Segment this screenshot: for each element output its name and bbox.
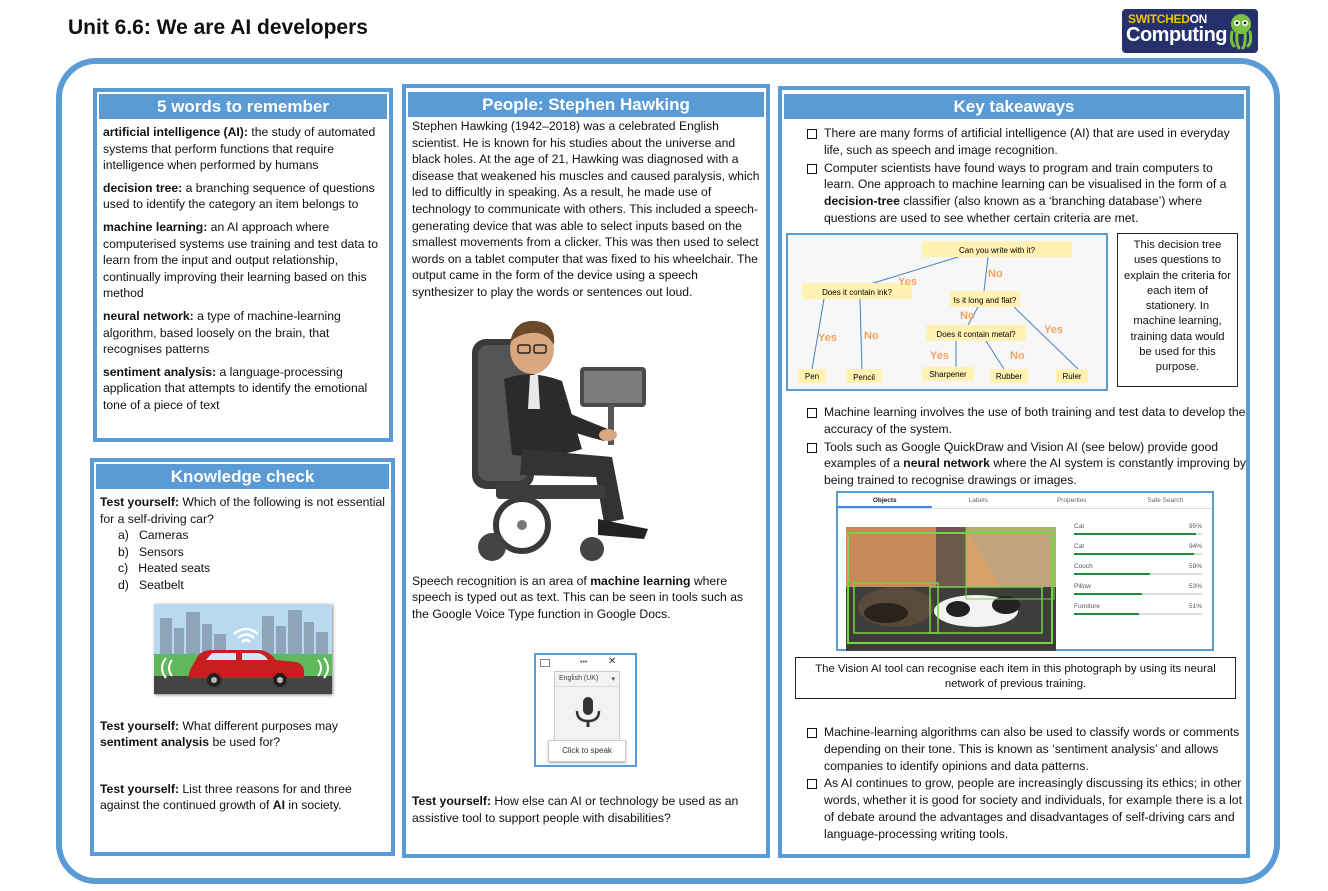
- chevron-down-icon: ▾: [611, 676, 615, 683]
- word-definition: a branching sequence of questions used to identify the category an item belongs to: [103, 180, 375, 212]
- decision-tree-caption: This decision tree uses questions to explain the criteria for each item of stationery. In machine learning, training data would be used for this purpose.: [1117, 233, 1238, 387]
- takeaways-list-1: [782, 119, 1246, 227]
- question-2: [100, 718, 385, 751]
- takeaway-keyword: neural network: [903, 456, 990, 471]
- leaf-sharpener: Sharpener: [929, 370, 967, 379]
- vision-result-score: 53%: [1188, 583, 1202, 590]
- words-heading: 5 words to remember: [99, 94, 387, 119]
- cats-on-couch-photo: [846, 527, 1056, 651]
- branch-no: No: [864, 330, 879, 342]
- answer-option: c) Heated seats: [118, 561, 211, 576]
- word-item: [103, 219, 383, 302]
- tab-properties[interactable]: Properties: [1056, 497, 1087, 504]
- takeaway-text: Tools such as Google QuickDraw and Vision AI (see below) provide good examples of a: [824, 439, 1219, 471]
- takeaway-item: [802, 439, 1248, 489]
- branch-yes: Yes: [930, 350, 949, 362]
- logo-text-on: ON: [1189, 12, 1208, 26]
- question-1: [100, 494, 385, 527]
- decision-tree-diagram: [786, 233, 1108, 391]
- language-select[interactable]: [555, 672, 619, 687]
- leaf-pen: Pen: [804, 372, 820, 381]
- leaf-ruler: Ruler: [1062, 372, 1082, 381]
- takeaway-item: Machine learning involves the use of both training and test data to develop the accuracy of the system.: [802, 404, 1248, 438]
- words-to-remember-panel: [93, 88, 393, 442]
- question-text: List three reasons for and three against the continued growth of: [100, 781, 352, 813]
- switchedon-computing-logo: [1122, 9, 1258, 53]
- vision-result-row[interactable]: [1072, 601, 1204, 621]
- takeaway-item: [802, 160, 1238, 227]
- takeaways-list-3: [802, 724, 1248, 844]
- words-list: [97, 119, 389, 425]
- vision-result-score: 94%: [1188, 543, 1202, 550]
- takeaway-text: classifier (also known as a ‘branching database’) where questions are used to see whether certain criteria are met.: [824, 194, 1202, 225]
- branch-no: No: [988, 268, 1003, 280]
- question-text: in society.: [284, 798, 342, 813]
- language-label: English (UK): [559, 675, 599, 682]
- self-driving-car-illustration: [154, 604, 332, 694]
- takeaway-item: As AI continues to grow, people are increasingly discussing its ethics; in other words, whether it is good for society and individuals, for example there is a lot of debate around the advantages and disadvantages of self-driving cars and language-processing writing tools.: [802, 775, 1248, 842]
- vision-result-row[interactable]: [1072, 581, 1204, 601]
- question-text: What different purposes may: [179, 718, 338, 733]
- decision-question: Can you write with it?: [958, 246, 1036, 255]
- speech-text: where speech is typed out as text. This can be seen in tools such as the Google Voice Type function in Google Docs.: [412, 573, 744, 621]
- question-label: Test yourself:: [100, 495, 180, 509]
- vision-ai-screenshot: [836, 491, 1214, 651]
- branch-no: No: [1010, 350, 1025, 362]
- word-definition: the study of automated systems that perform functions that require intelligence when performed by humans: [103, 125, 376, 173]
- takeaways-list-2: [802, 404, 1248, 490]
- click-to-speak-button[interactable]: Click to speak: [548, 740, 626, 762]
- vision-result-score: 59%: [1188, 563, 1202, 570]
- branch-yes: Yes: [1044, 324, 1063, 336]
- word-definition: an AI approach where computerised systems use training and test data to learn from the input and output relationship, continually improving their learning based on this method: [103, 219, 379, 301]
- vision-result-label: Furniture: [1074, 603, 1101, 610]
- decision-question: Is it long and flat?: [953, 296, 1017, 305]
- decision-tree-svg: [788, 235, 1106, 389]
- answer-option: a) Cameras: [118, 528, 189, 543]
- question-text: How else can AI or technology be used as an assistive tool to support people with disabilities?: [412, 794, 739, 825]
- vision-result-score: 51%: [1188, 603, 1202, 610]
- knowledge-check-panel: [90, 458, 395, 856]
- branch-no: No: [960, 310, 975, 322]
- word-definition: a language-processing application that attempts to identify the emotional tone of a piece of text: [103, 364, 368, 412]
- vision-result-row[interactable]: [1072, 541, 1204, 561]
- voice-type-panel: [554, 671, 620, 741]
- people-heading: People: Stephen Hawking: [408, 92, 764, 117]
- vision-result-bar: [1074, 613, 1139, 615]
- word-term: decision tree:: [103, 180, 183, 195]
- branch-yes: Yes: [898, 276, 917, 288]
- key-heading: Key takeaways: [784, 94, 1244, 119]
- vision-result-label: Cat: [1074, 543, 1085, 550]
- question-label: Test yourself:: [100, 781, 180, 796]
- takeaway-text: where the AI system is constantly improving by being trained to recognise drawings or images.: [824, 456, 1246, 488]
- tab-safe-search[interactable]: Safe Search: [1147, 497, 1184, 504]
- word-item: [103, 364, 383, 414]
- takeaway-keyword: decision-tree: [824, 194, 900, 209]
- answer-option: d) Seatbelt: [118, 577, 184, 592]
- speech-keyword: machine learning: [590, 573, 691, 588]
- question-label: Test yourself:: [100, 718, 180, 733]
- vision-result-label: Cat: [1074, 523, 1085, 530]
- answer-options: [118, 527, 385, 593]
- word-term: neural network:: [103, 308, 194, 323]
- word-term: artificial intelligence (AI):: [103, 125, 248, 139]
- vision-result-track: [1074, 593, 1202, 595]
- question-text: be used for?: [209, 735, 281, 750]
- question-3: [100, 781, 385, 814]
- people-question: [412, 793, 752, 826]
- decision-question: Does it contain metal?: [936, 330, 1016, 339]
- keyboard-icon: [540, 659, 550, 667]
- vision-result-track: [1074, 573, 1202, 575]
- logo-text-switched: SWITCHED: [1128, 12, 1190, 26]
- key-takeaways-panel: [778, 86, 1250, 858]
- takeaway-text: Computer scientists have found ways to program and train computers to learn. One approach to machine learning can be visualised in the form of a: [824, 160, 1227, 192]
- leaf-rubber: Rubber: [995, 372, 1023, 381]
- more-options-icon[interactable]: •••: [580, 659, 588, 666]
- question-label: Test yourself:: [412, 794, 492, 808]
- vision-result-bar: [1074, 533, 1196, 535]
- hawking-bio: Stephen Hawking (1942–2018) was a celebrated English scientist. He is known for his studies about the universe and black holes. At the age of 21, Hawking was diagnosed with a disease that weakened his muscles and caused paralysis, which led to difficultly in speaking. As a result, he made use of technology to communicate with others. This included a speech-generating device that was able to select inputs based on the smallest movements from a clicker. This was then used to select words on a tablet computer that was fixed to his wheelchair. The output came in the form of the device using a speech synthesizer to play the words or sentences out loud.: [412, 119, 760, 299]
- octopus-mascot-icon: [1228, 12, 1254, 50]
- vision-result-row[interactable]: [1072, 521, 1204, 541]
- answer-option: b) Sensors: [118, 544, 184, 559]
- vision-ai-caption: The Vision AI tool can recognise each item in this photograph by using its neural network of previous training.: [795, 657, 1236, 699]
- vision-result-track: [1074, 553, 1202, 555]
- question-text: Which of the following is not essential for a self-driving car?: [100, 495, 385, 526]
- speech-recognition-text: [412, 573, 760, 623]
- vision-result-label: Pillow: [1074, 583, 1091, 590]
- hawking-wheelchair-illustration: [412, 309, 760, 571]
- word-item: [103, 308, 383, 358]
- word-definition: a type of machine-learning algorithm, based loosely on the brain, that recognises patterns: [103, 308, 341, 357]
- logo-text-computing: Computing: [1126, 24, 1228, 46]
- microphone-icon[interactable]: [555, 687, 621, 739]
- vision-result-track: [1074, 533, 1202, 535]
- takeaway-item: Machine-learning algorithms can also be used to classify words or comments depending on their tone. This is known as ‘sentiment analysis’ and allows companies to identify opinions and data patterns.: [802, 724, 1248, 774]
- word-term: machine learning:: [103, 219, 208, 234]
- page-title: Unit 6.6: We are AI developers: [68, 16, 368, 39]
- question-keyword: AI: [272, 798, 285, 813]
- tab-objects[interactable]: Objects: [838, 493, 932, 508]
- vision-result-row[interactable]: [1072, 561, 1204, 581]
- decision-question: Does it contain ink?: [822, 288, 892, 297]
- word-term: sentiment analysis:: [103, 364, 217, 379]
- branch-yes: Yes: [818, 332, 837, 344]
- speech-text: Speech recognition is an area of: [412, 573, 591, 588]
- vision-result-bar: [1074, 553, 1194, 555]
- question-keyword: sentiment analysis: [100, 735, 210, 750]
- knowledge-body: [94, 489, 391, 819]
- word-item: [103, 124, 383, 174]
- vision-result-track: [1074, 613, 1202, 615]
- person-in-wheelchair-icon: [412, 309, 768, 571]
- self-driving-car-icon: [154, 604, 332, 694]
- vision-result-bar: [1074, 593, 1142, 595]
- takeaway-item: There are many forms of artificial intelligence (AI) that are used in everyday life, such as speech and image recognition.: [802, 125, 1238, 159]
- tab-labels[interactable]: Labels: [968, 497, 988, 504]
- vision-result-score: 95%: [1188, 523, 1202, 530]
- word-item: [103, 180, 383, 213]
- close-icon[interactable]: ✕: [608, 656, 617, 667]
- vision-result-label: Couch: [1074, 563, 1093, 570]
- knowledge-heading: Knowledge check: [96, 464, 389, 489]
- voice-typing-widget: [534, 653, 637, 767]
- leaf-pencil: Pencil: [853, 373, 875, 382]
- vision-results-list: [1072, 521, 1204, 621]
- vision-tabs: [838, 493, 1212, 509]
- vision-result-bar: [1074, 573, 1150, 575]
